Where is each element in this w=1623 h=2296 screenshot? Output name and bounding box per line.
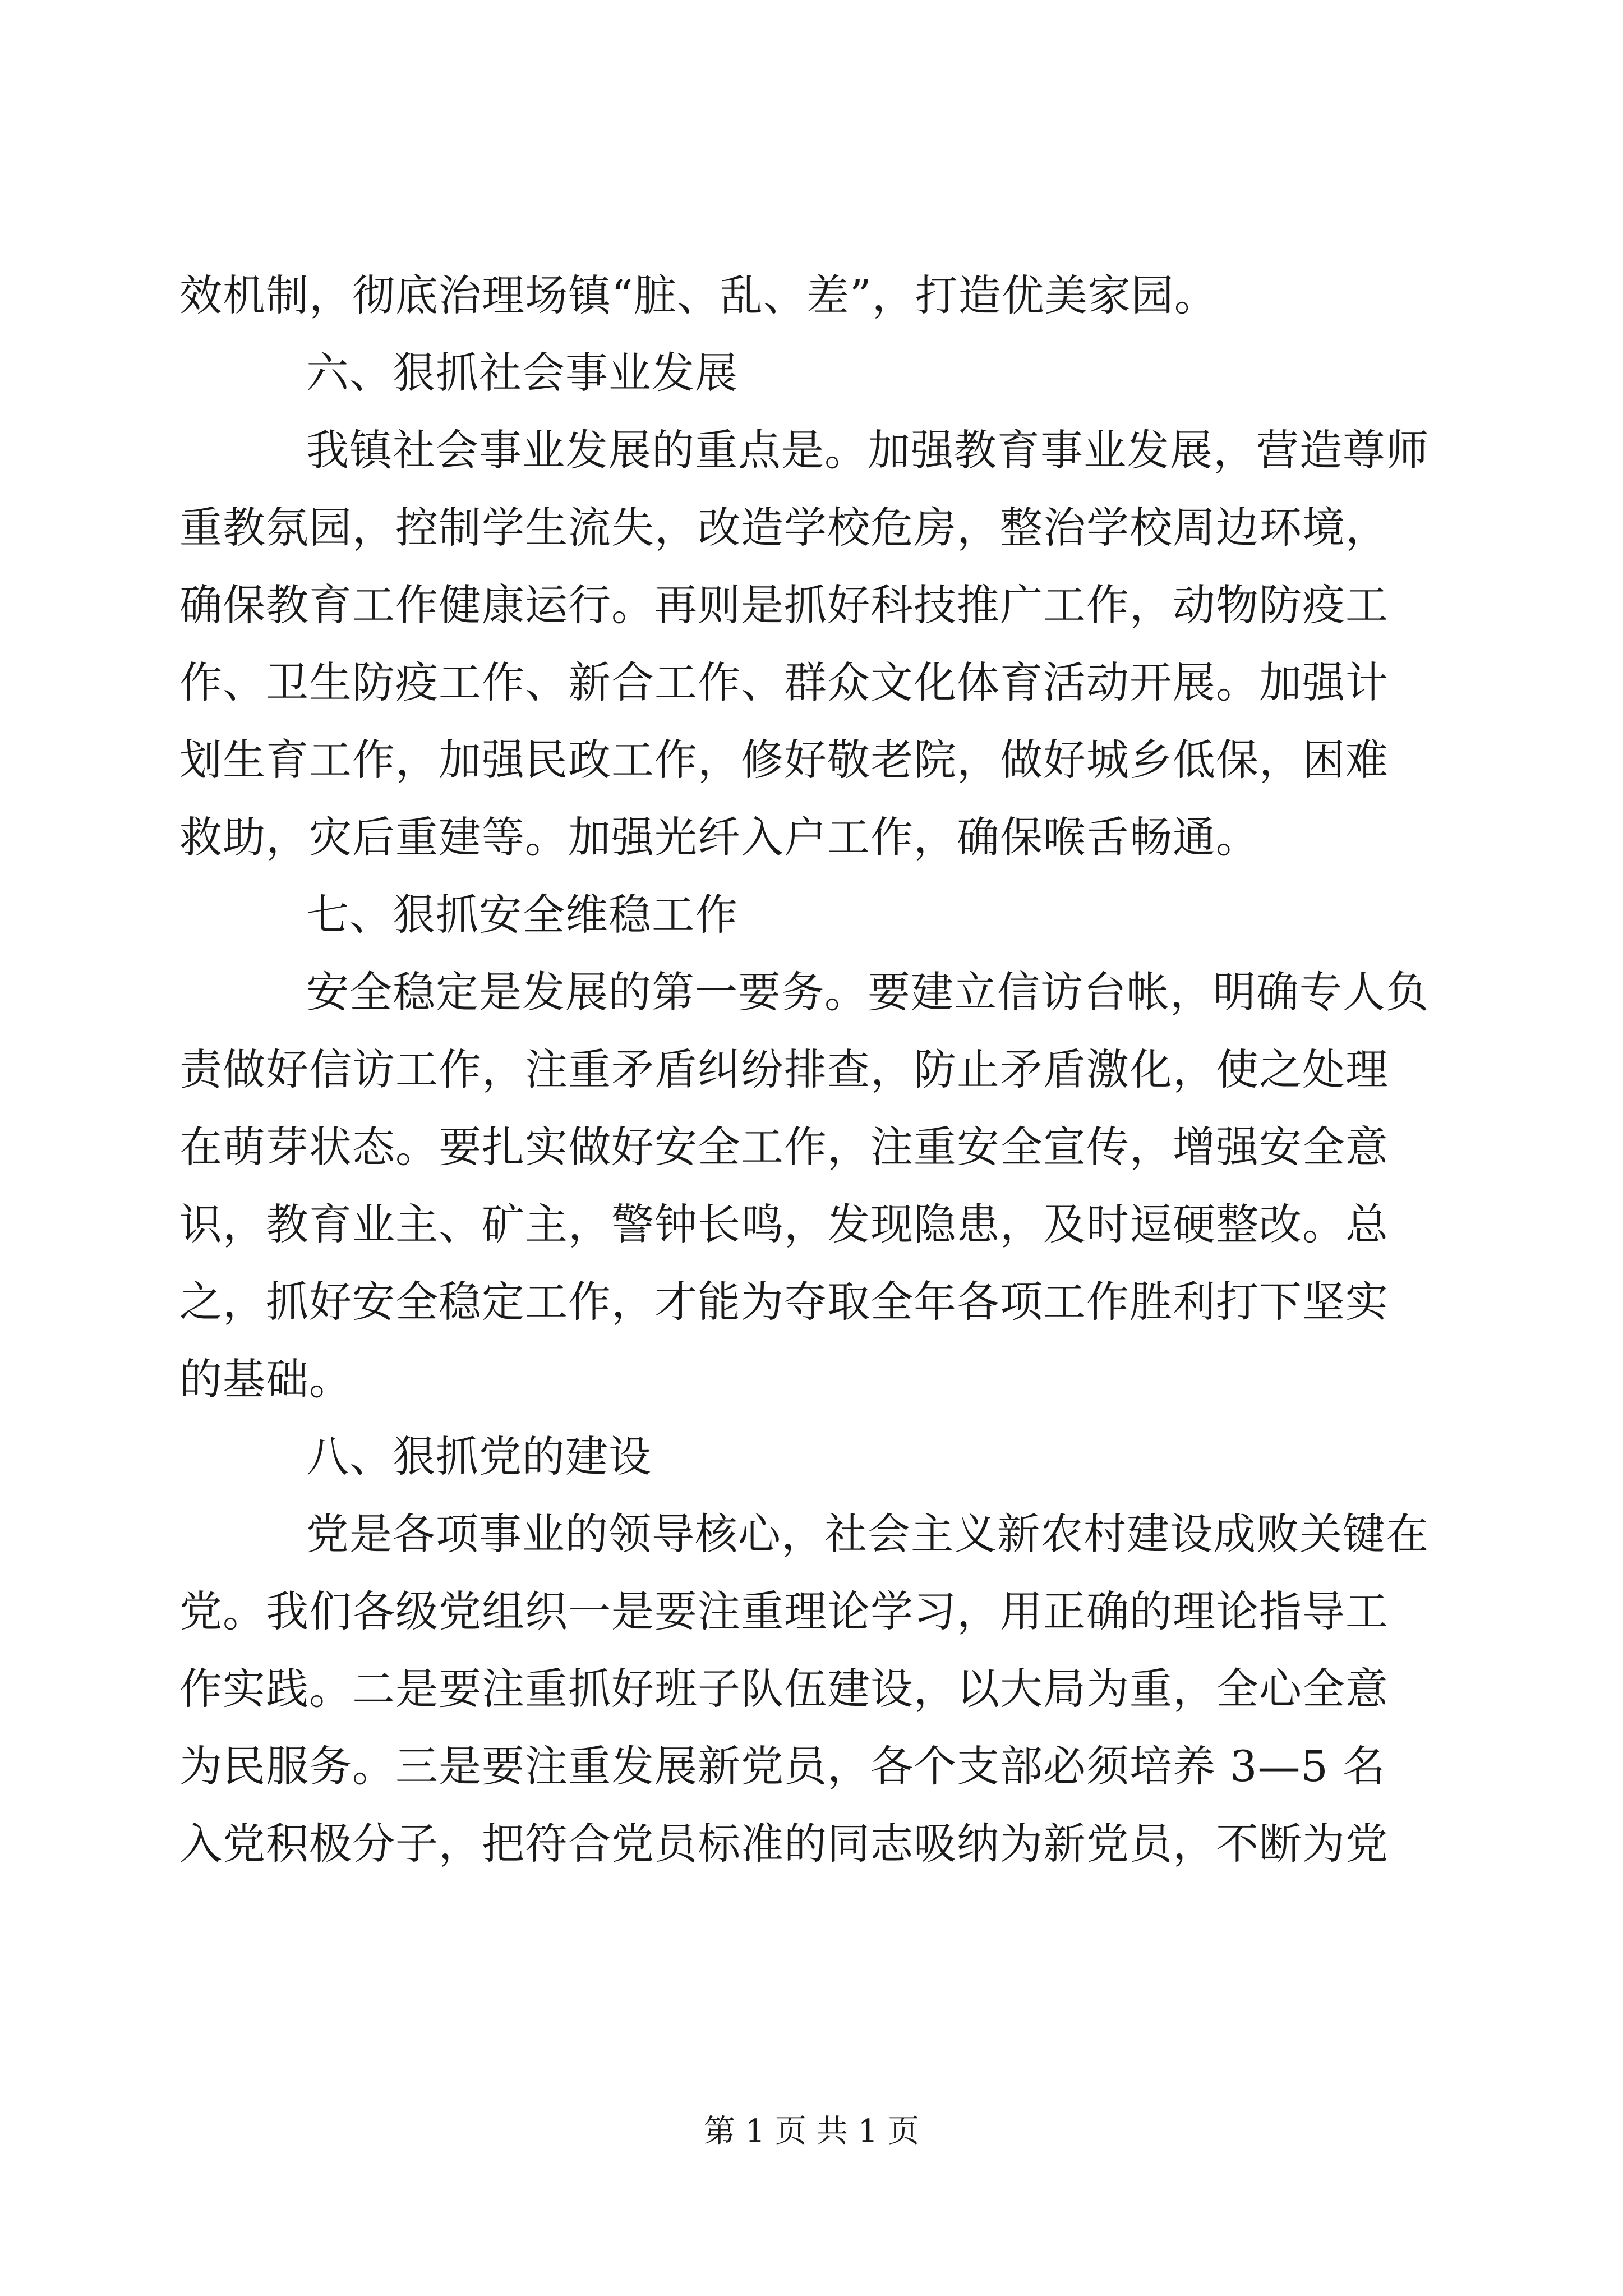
text-line: 效机制，彻底治理场镇“脏、乱、差”，打造优美家园。 bbox=[179, 270, 1218, 320]
text-line: 入党积极分子，把符合党员标准的同志吸纳为新党员，不断为党 bbox=[179, 1819, 1389, 1869]
text-line: 安全稳定是发展的第一要务。要建立信访台帐，明确专人负 bbox=[306, 967, 1429, 1017]
text-line: 在萌芽状态。要扎实做好安全工作，注重安全宣传，增强安全意 bbox=[179, 1122, 1389, 1172]
text-line: 之，抓好安全稳定工作，才能为夺取全年各项工作胜利打下坚实 bbox=[179, 1277, 1389, 1327]
text-line: 八、狠抓党的建设 bbox=[306, 1432, 652, 1481]
text-line: 我镇社会事业发展的重点是。加强教育事业发展，营造尊师 bbox=[306, 425, 1429, 475]
text-line: 六、狠抓社会事业发展 bbox=[306, 348, 738, 398]
page-footer: 第 1 页 共 1 页 bbox=[703, 2113, 920, 2150]
text-line: 划生育工作，加强民政工作，修好敬老院，做好城乡低保，困难 bbox=[179, 735, 1389, 785]
text-line: 作、卫生防疫工作、新合工作、群众文化体育活动开展。加强计 bbox=[179, 657, 1389, 707]
text-line: 作实践。二是要注重抓好班子队伍建设，以大局为重，全心全意 bbox=[179, 1664, 1389, 1714]
document-body bbox=[179, 257, 1436, 1883]
text-line: 救助，灾后重建等。加强光纤入户工作，确保喉舌畅通。 bbox=[179, 812, 1259, 862]
text-line: 党。我们各级党组织一是要注重理论学习，用正确的理论指导工 bbox=[179, 1586, 1389, 1636]
text-line: 确保教育工作健康运行。再则是抓好科技推广工作，动物防疫工 bbox=[179, 580, 1389, 630]
text-line: 识，教育业主、矿主，警钟长鸣，发现隐患，及时逗硬整改。总 bbox=[179, 1199, 1389, 1249]
text-line: 七、狠抓安全维稳工作 bbox=[306, 890, 738, 940]
text-line: 责做好信访工作，注重矛盾纠纷排查，防止矛盾激化，使之处理 bbox=[179, 1045, 1389, 1094]
text-line: 党是各项事业的领导核心，社会主义新农村建设成败关键在 bbox=[306, 1509, 1429, 1559]
text-line: 的基础。 bbox=[179, 1354, 352, 1404]
text-line: 为民服务。三是要注重发展新党员，各个支部必须培养 3—5 名 bbox=[179, 1741, 1386, 1791]
text-line: 重教氛园，控制学生流失，改造学校危房，整治学校周边环境， bbox=[179, 503, 1389, 553]
